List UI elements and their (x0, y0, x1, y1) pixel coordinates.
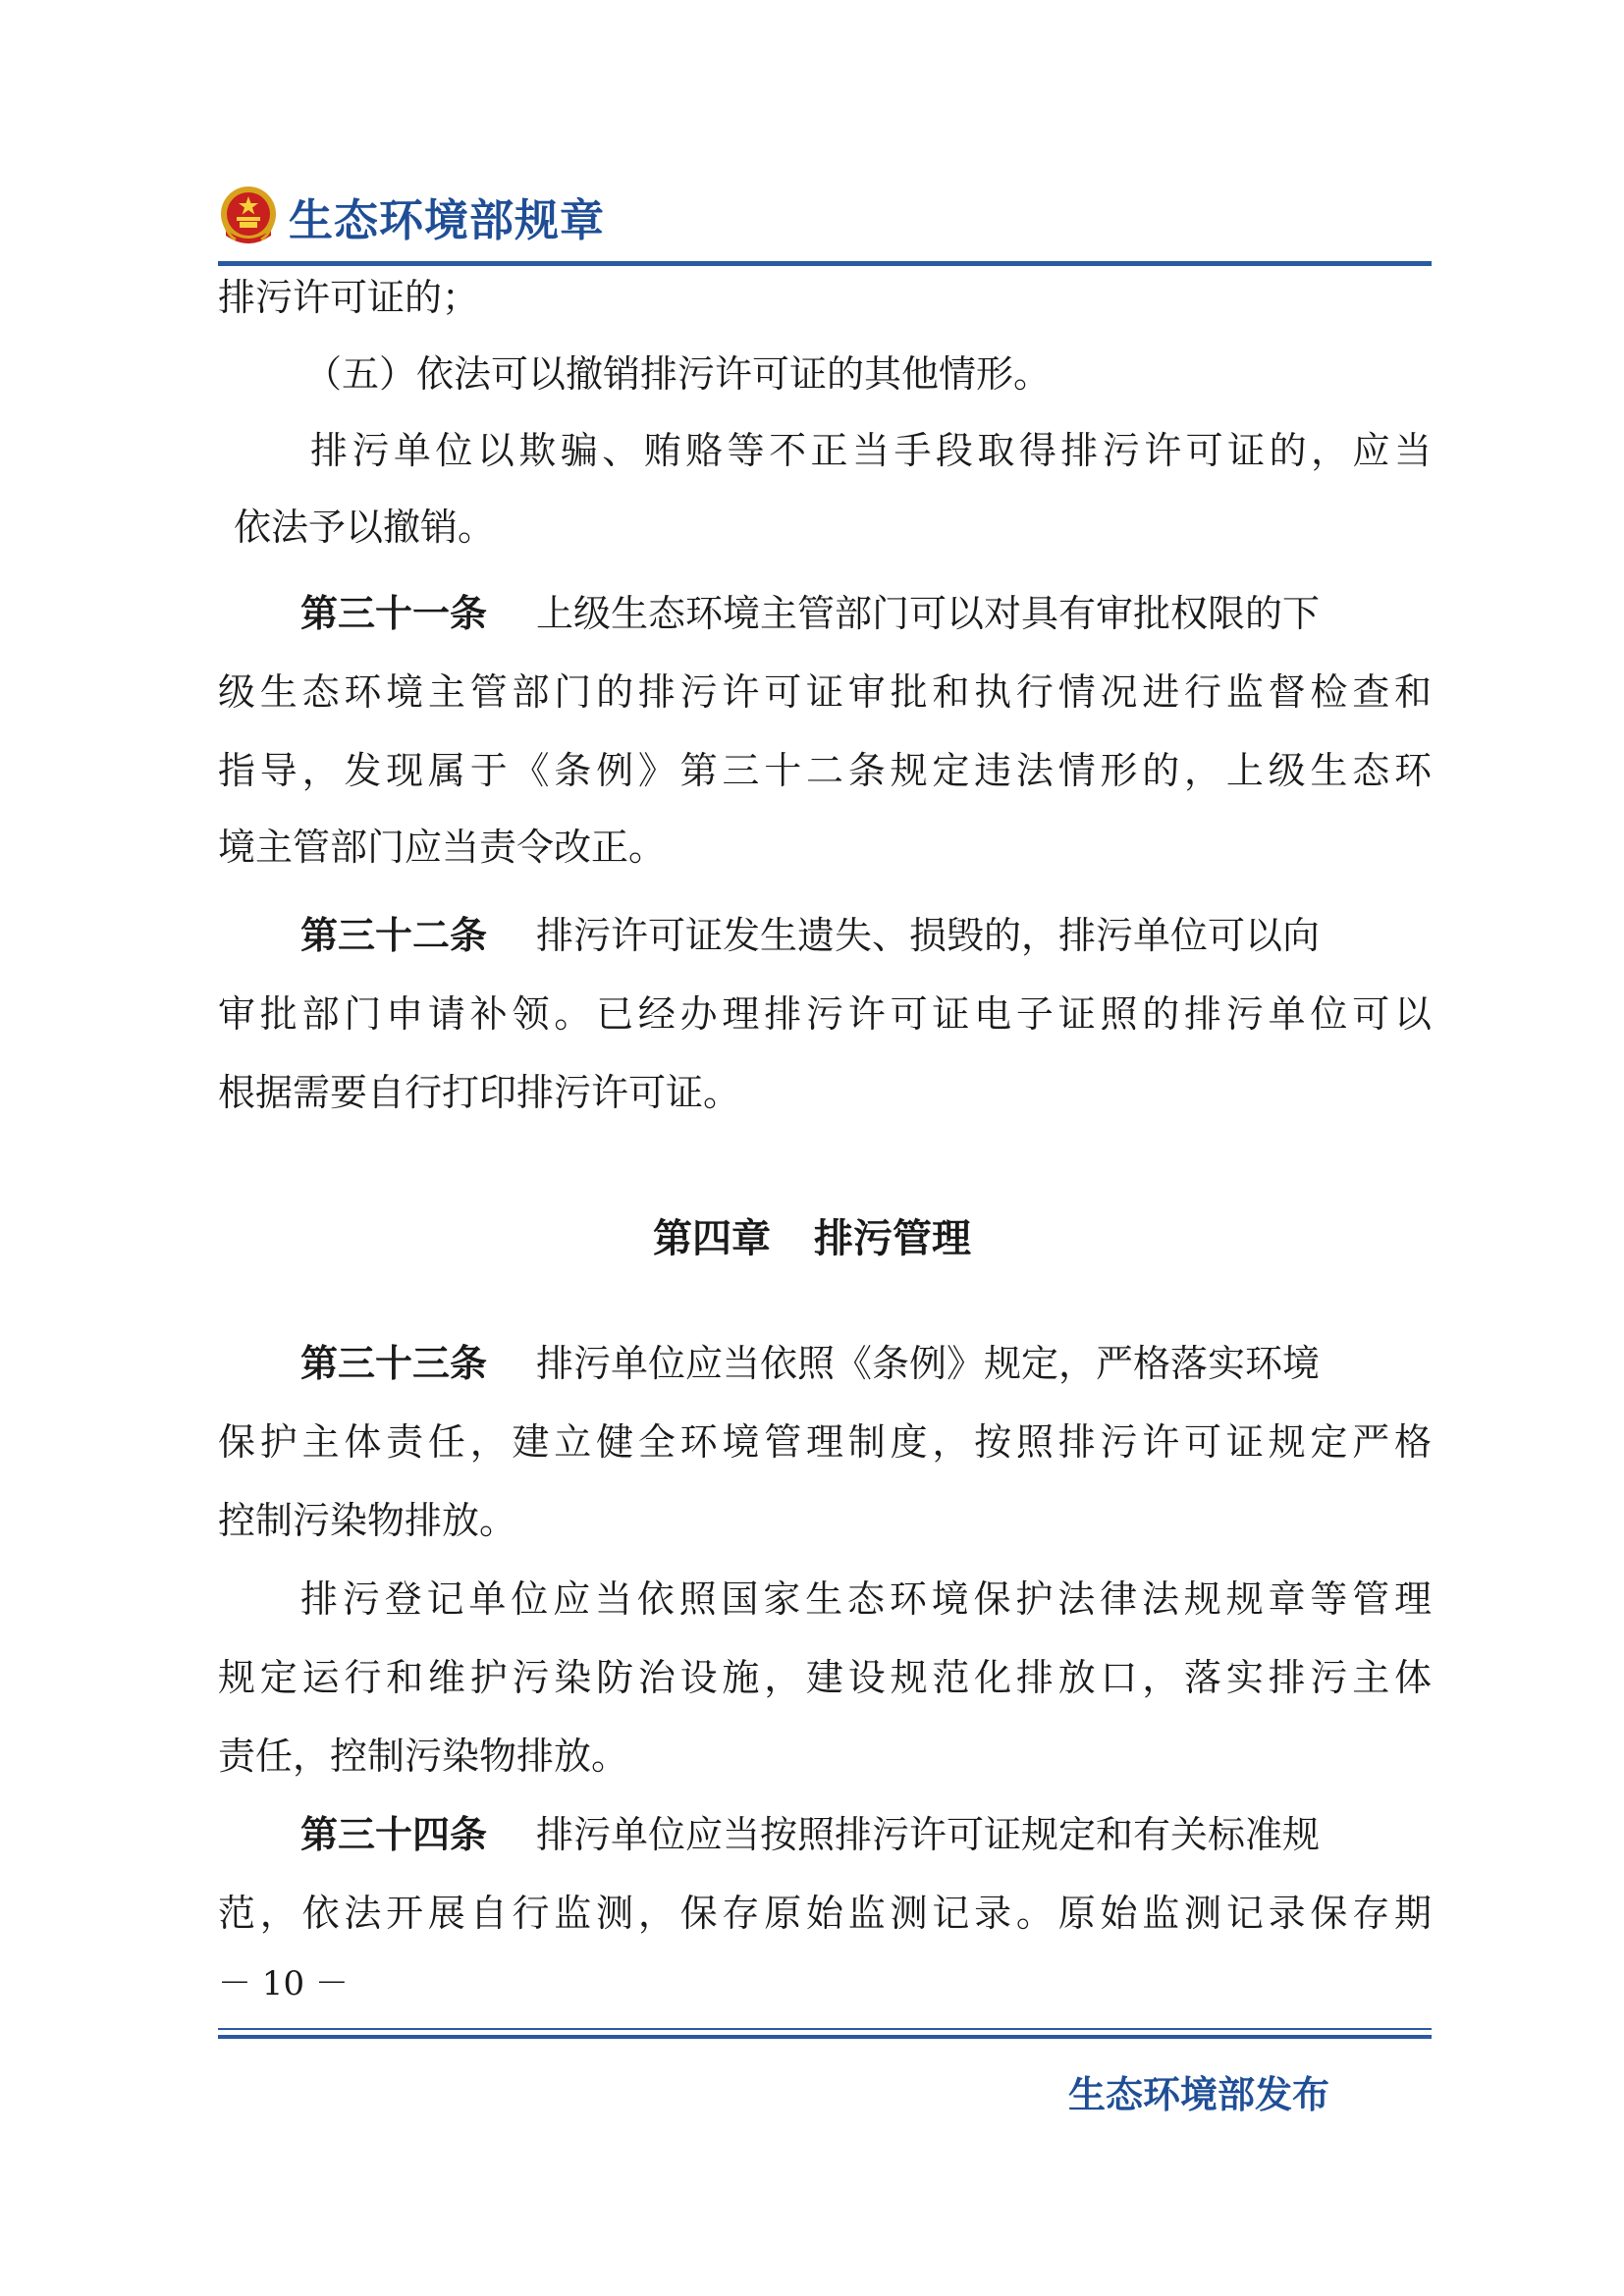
text-line: 排污许可证的； (218, 276, 480, 319)
header-title: 生态环境部规章 (289, 193, 606, 246)
text-line: （五）依法可以撤销排污许可证的其他情形。 (304, 352, 1052, 396)
chapter-number: 第四章 (653, 1216, 771, 1261)
footer-divider-thin (218, 2028, 1432, 2030)
article-label: 第三十四条 (300, 1813, 488, 1856)
article-33: 第三十三条 排污单位应当依照《条例》规定，严格落实环境 (300, 1342, 1321, 1385)
article-label: 第三十一条 (300, 592, 488, 635)
article-label: 第三十三条 (300, 1342, 488, 1385)
text-line: 排污单位以欺骗、贿赂等不正当手段取得排污许可证的，应当 (310, 429, 1432, 472)
article-label: 第三十二条 (300, 914, 488, 957)
text-line: 级生态环境主管部门的排污许可证审批和执行情况进行监督检查和 (218, 670, 1432, 714)
text-line: 审批部门申请补领。已经办理排污许可证电子证照的排污单位可以 (218, 992, 1432, 1036)
header-divider (218, 261, 1432, 266)
national-emblem-icon (218, 185, 279, 247)
text-line: 控制污染物排放。 (218, 1499, 517, 1542)
chapter-title: 排污管理 (814, 1216, 971, 1261)
chapter-heading (0, 1209, 1624, 1268)
text-line: 依法予以撤销。 (234, 506, 496, 549)
text-line: 指导，发现属于《条例》第三十二条规定违法情形的，上级生态环 (218, 749, 1432, 792)
page-number: － 10 － (218, 1964, 349, 2003)
text-line: 保护主体责任，建立健全环境管理制度，按照排污许可证规定严格 (218, 1420, 1432, 1464)
text-line: 责任，控制污染物排放。 (218, 1735, 629, 1778)
text-line: 范，依法开展自行监测，保存原始监测记录。原始监测记录保存期 (218, 1892, 1432, 1935)
article-32: 第三十二条 排污许可证发生遗失、损毁的，排污单位可以向 (300, 914, 1321, 957)
footer-publisher: 生态环境部发布 (1068, 2073, 1330, 2116)
text-line: 排污登记单位应当依照国家生态环境保护法律法规规章等管理 (300, 1577, 1432, 1621)
article-31: 第三十一条 上级生态环境主管部门可以对具有审批权限的下 (300, 592, 1321, 635)
page-header (218, 177, 605, 255)
text-line: 境主管部门应当责令改正。 (218, 826, 667, 869)
article-34: 第三十四条 排污单位应当按照排污许可证规定和有关标准规 (300, 1813, 1321, 1856)
text-line: 规定运行和维护污染防治设施，建设规范化排放口，落实排污主体 (218, 1656, 1432, 1699)
text-line: 根据需要自行打印排污许可证。 (218, 1071, 741, 1114)
footer-divider (218, 2035, 1432, 2039)
